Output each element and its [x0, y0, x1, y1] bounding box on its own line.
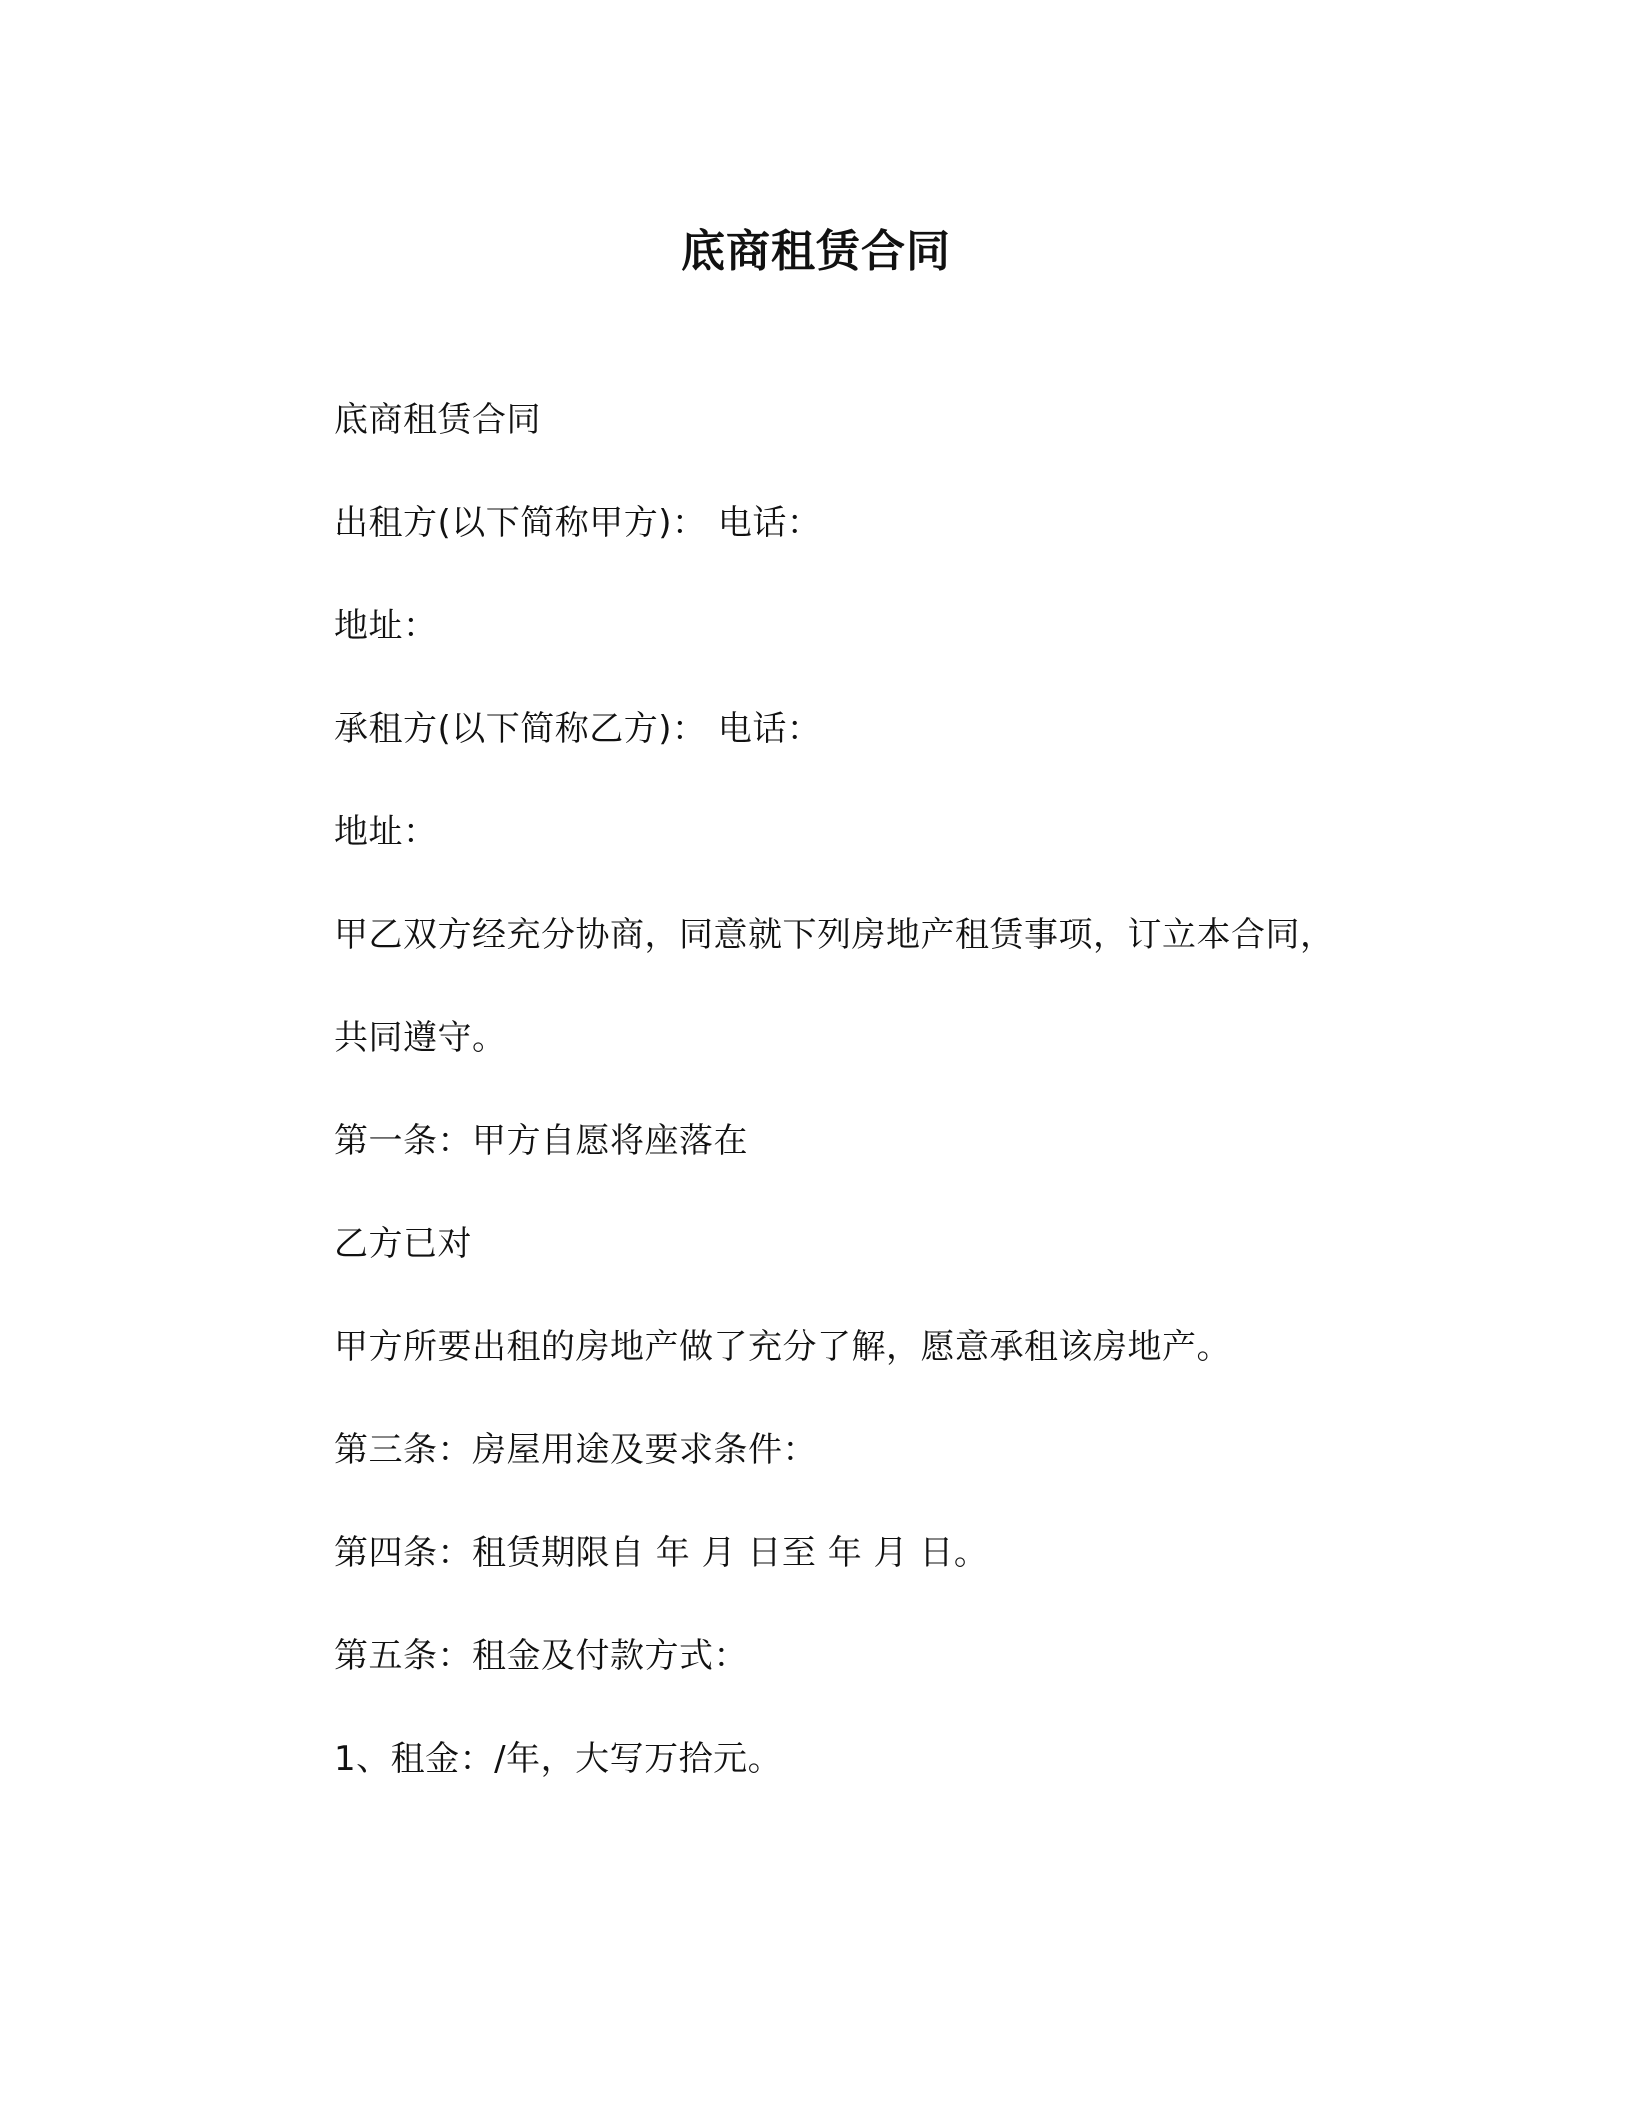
paragraph-lessee: 承租方(以下简称乙方)： 电话：: [334, 709, 822, 749]
document-title: 底商租赁合同: [681, 226, 951, 277]
paragraph-article-4: 第四条：租赁期限自 年 月 日至 年 月 日。: [334, 1533, 989, 1573]
paragraph-agreement-cont: 共同遵守。: [334, 1018, 507, 1058]
paragraph-lessor-address: 地址：: [334, 606, 438, 646]
paragraph-lessor: 出租方(以下简称甲方)： 电话：: [334, 503, 822, 543]
paragraph-article-1: 第一条：甲方自愿将座落在: [334, 1121, 748, 1161]
paragraph-article-1-cont: 乙方已对: [334, 1224, 472, 1264]
document-body: [334, 392, 1454, 1834]
paragraph-agreement: 甲乙双方经充分协商，同意就下列房地产租赁事项，订立本合同，: [334, 915, 1335, 955]
paragraph-lessee-address: 地址：: [334, 812, 438, 852]
paragraph-subtitle: 底商租赁合同: [334, 400, 541, 440]
paragraph-rent: 1、租金：/年，大写万拾元。: [334, 1739, 783, 1779]
paragraph-article-3: 第三条：房屋用途及要求条件：: [334, 1430, 817, 1470]
paragraph-article-5: 第五条：租金及付款方式：: [334, 1636, 748, 1676]
paragraph-article-1-detail: 甲方所要出租的房地产做了充分了解，愿意承租该房地产。: [334, 1327, 1231, 1367]
